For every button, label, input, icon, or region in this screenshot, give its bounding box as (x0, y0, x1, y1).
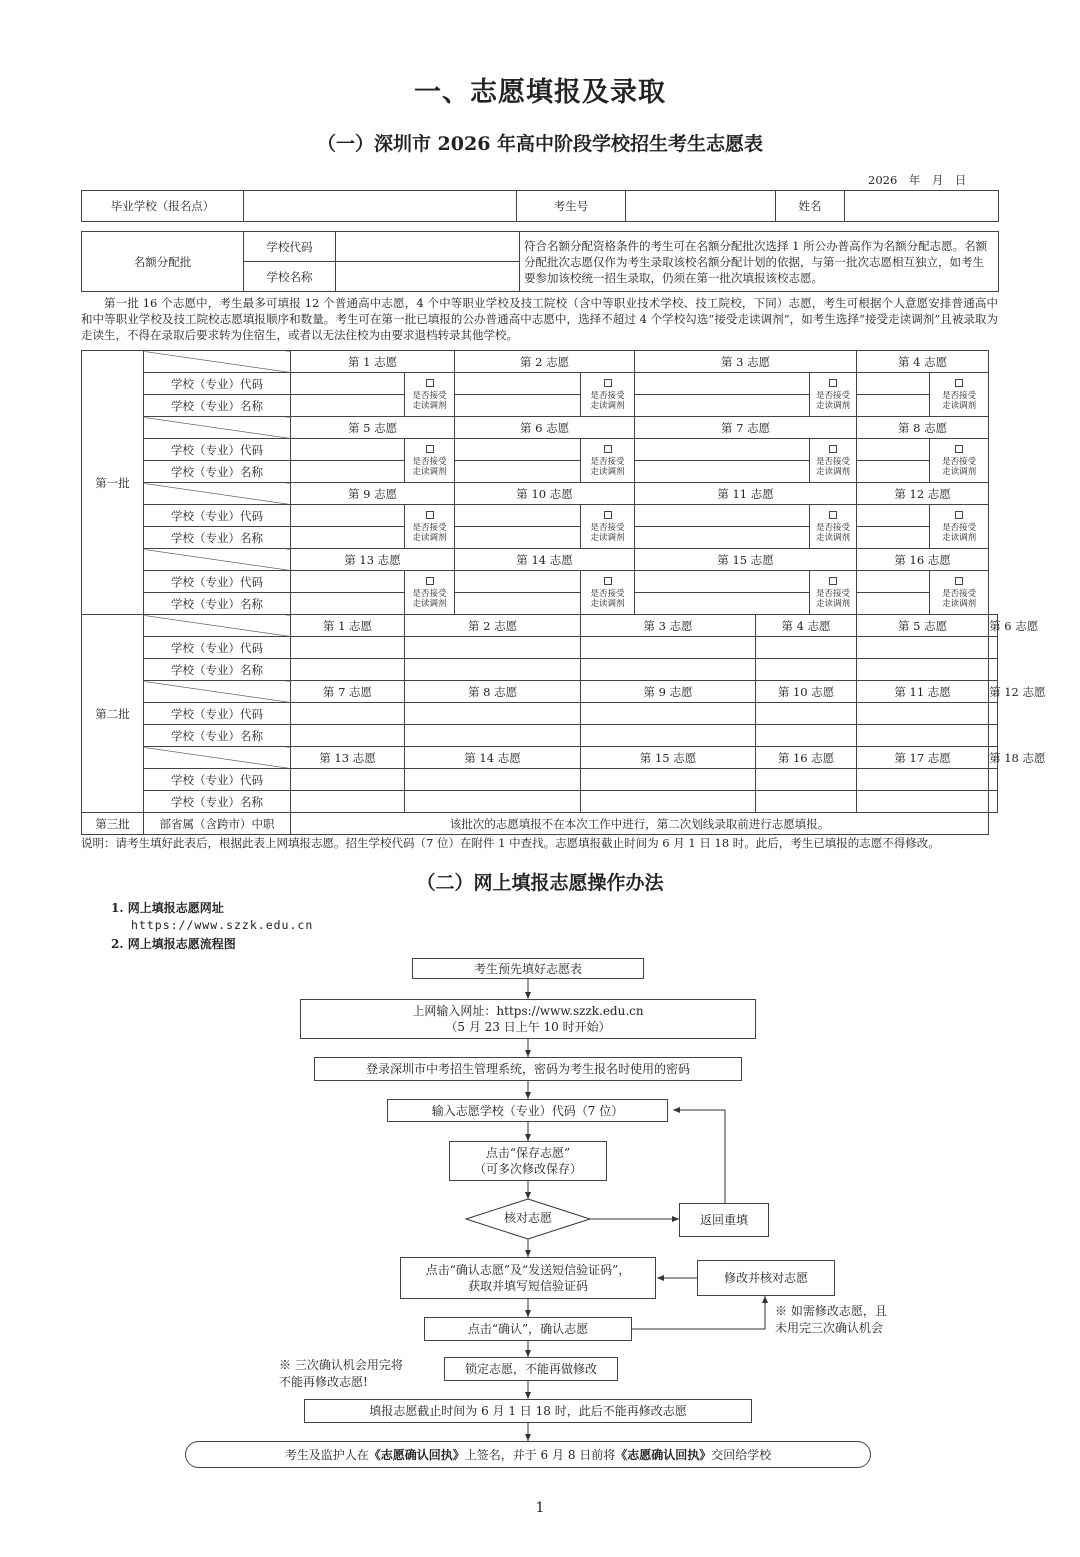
code-label: 学校（专业）代码 (144, 703, 291, 725)
batch3-sub-label: 部省属（含跨市）中职 (144, 813, 291, 835)
checkbox-label: 走读调剂 (412, 400, 447, 411)
step2-title: 2. 网上填报志愿流程图 (111, 937, 236, 951)
wish-header: 第 5 志愿 (857, 615, 989, 637)
wish-header: 第 11 志愿 (635, 483, 857, 505)
wish-header: 第 9 志愿 (581, 681, 756, 703)
wish-header: 第 5 志愿 (291, 417, 455, 439)
flow-note-right: ※ 如需修改志愿，且 未用完三次确认机会 (775, 1304, 887, 1335)
checkbox-label: 是否接受 (412, 456, 447, 467)
checkbox-label: 走读调剂 (412, 532, 447, 543)
name-label: 学校（专业）名称 (144, 791, 291, 813)
flow-refill: 返回重填 (679, 1203, 769, 1237)
checkbox-label: 走读调剂 (942, 466, 977, 477)
checkbox-label: 是否接受 (816, 456, 851, 467)
checkbox-label: 是否接受 (590, 456, 625, 467)
batch1-label: 第一批 (82, 351, 144, 615)
checkbox-label: 是否接受 (816, 522, 851, 533)
flow-deadline: 填报志愿截止时间为 6 月 1 日 18 时，此后不能再修改志愿 (304, 1399, 752, 1423)
wish-header: 第 1 志愿 (291, 351, 455, 373)
name-label: 学校（专业）名称 (144, 725, 291, 747)
flow-note-left: ※ 三次确认机会用完将 不能再修改志愿! (279, 1358, 403, 1389)
checkbox-label: 走读调剂 (942, 400, 977, 411)
wish-header: 第 12 志愿 (989, 681, 998, 703)
wish-header: 第 3 志愿 (635, 351, 857, 373)
checkbox-label: 是否接受 (590, 390, 625, 401)
checkbox-label: 是否接受 (590, 588, 625, 599)
wish-header: 第 7 志愿 (635, 417, 857, 439)
flow-save-wish: 点击“保存志愿” （可多次修改保存） (449, 1141, 607, 1181)
checkbox-label: 是否接受 (590, 522, 625, 533)
checkbox-label: 走读调剂 (590, 598, 625, 609)
table-title: （一）深圳市 2026 年高中阶段学校招生考生志愿表 (316, 133, 764, 155)
batch3-note: 该批次的志愿填报不在本次工作中进行，第二次划线录取前进行志愿填报。 (291, 813, 989, 835)
checkbox-label: 是否接受 (816, 390, 851, 401)
checkbox-label: 是否接受 (412, 522, 447, 533)
step1-title: 1. 网上填报志愿网址 (111, 901, 224, 915)
wish-header: 第 1 志愿 (291, 615, 405, 637)
name-label: 学校（专业）名称 (144, 395, 291, 417)
quota-name-label: 学校名称 (244, 262, 336, 292)
flow-open-website: 上网输入网址：https://www.szzk.edu.cn （5 月 23 日上午 10 时开始） (300, 999, 756, 1039)
flow-confirm-sms: 点击“确认志愿”及“发送短信验证码”， 获取并填写短信验证码 (400, 1257, 656, 1299)
code-label: 学校（专业）代码 (144, 505, 291, 527)
code-label: 学校（专业）代码 (144, 439, 291, 461)
quota-code-label: 学校代码 (244, 232, 336, 262)
checkbox-label: 走读调剂 (412, 466, 447, 477)
flow-login: 登录深圳市中考招生管理系统，密码为考生报名时使用的密码 (314, 1057, 742, 1081)
checkbox-label: 走读调剂 (816, 532, 851, 543)
checkbox-label: 是否接受 (942, 390, 977, 401)
wish-header: 第 16 志愿 (857, 549, 989, 571)
checkbox-label: 是否接受 (412, 588, 447, 599)
wish-header: 第 16 志愿 (756, 747, 857, 769)
wish-header: 第 14 志愿 (455, 549, 635, 571)
checkbox-label: 走读调剂 (590, 466, 625, 477)
checkbox-label: 走读调剂 (590, 400, 625, 411)
wish-header: 第 13 志愿 (291, 549, 455, 571)
date-line: 2026 年 月 日 (868, 173, 967, 187)
code-label: 学校（专业）代码 (144, 769, 291, 791)
wish-header: 第 8 志愿 (857, 417, 989, 439)
wish-header: 第 14 志愿 (405, 747, 581, 769)
exam-no-label: 考生号 (517, 191, 626, 222)
name-label: 学校（专业）名称 (144, 659, 291, 681)
batch3-label: 第三批 (82, 813, 144, 835)
name-label: 姓名 (776, 191, 845, 222)
flow-lock-wish: 锁定志愿，不能再做修改 (444, 1357, 618, 1381)
flow-modify-check: 修改并核对志愿 (697, 1260, 835, 1296)
wish-header: 第 13 志愿 (291, 747, 405, 769)
flow-sign-receipt: 考生及监护人在 《志愿确认回执》 上签名，并于 6 月 8 日前将 《志愿确认回执》 交回给学校 (185, 1441, 871, 1468)
checkbox-label: 是否接受 (942, 588, 977, 599)
flow-click-confirm: 点击“确认”，确认志愿 (424, 1317, 632, 1341)
flow-check-wish: 核对志愿 (503, 1211, 552, 1225)
wish-header: 第 9 志愿 (291, 483, 455, 505)
wish-header: 第 4 志愿 (857, 351, 989, 373)
checkbox-label: 走读调剂 (816, 598, 851, 609)
wish-header: 第 11 志愿 (857, 681, 989, 703)
batch2-label: 第二批 (82, 615, 144, 813)
rules-paragraph: 第一批 16 个志愿中，考生最多可填报 12 个普通高中志愿，4 个中等职业学校及技工院校（含中等职业技术学校、技工院校，下同）志愿，考生可根据个人意愿安排普通高中和中等职业学校及技工院校志愿填报顺序和数量。考生可在第一批已填报的公办普通高中志愿中，选择不超过 4 个学校勾选“接受走读调剂”，如考生选择“接受走读调剂”且被录取为走读生，不得在录取后要求转为住宿生，或者以无法住校为由要求退档转录其他学校。 (81, 296, 998, 342)
school-label: 毕业学校（报名点） (82, 191, 244, 222)
wish-header: 第 10 志愿 (756, 681, 857, 703)
wish-header: 第 18 志愿 (989, 747, 998, 769)
wish-header: 第 4 志愿 (756, 615, 857, 637)
step1-url[interactable]: https://www.szzk.edu.cn (131, 918, 314, 932)
checkbox-label: 是否接受 (412, 390, 447, 401)
checkbox-label: 走读调剂 (816, 400, 851, 411)
name-label: 学校（专业）名称 (144, 461, 291, 483)
checkbox-label: 走读调剂 (590, 532, 625, 543)
wish-header: 第 12 志愿 (857, 483, 989, 505)
code-label: 学校（专业）代码 (144, 373, 291, 395)
page-number: 1 (535, 1500, 545, 1516)
name-label: 学校（专业）名称 (144, 527, 291, 549)
wish-header: 第 10 志愿 (455, 483, 635, 505)
code-label: 学校（专业）代码 (144, 637, 291, 659)
checkbox-label: 走读调剂 (942, 532, 977, 543)
wish-header: 第 15 志愿 (635, 549, 857, 571)
wish-header: 第 3 志愿 (581, 615, 756, 637)
wish-header: 第 15 志愿 (581, 747, 756, 769)
section-title: 一、志愿填报及录取 (414, 77, 666, 108)
checkbox-label: 是否接受 (942, 456, 977, 467)
checkbox-label: 走读调剂 (942, 598, 977, 609)
checkbox-label: 走读调剂 (412, 598, 447, 609)
wish-header: 第 2 志愿 (455, 351, 635, 373)
wish-header: 第 7 志愿 (291, 681, 405, 703)
wish-header: 第 6 志愿 (989, 615, 998, 637)
checkbox-label: 是否接受 (816, 588, 851, 599)
quota-note: 符合名额分配资格条件的考生可在名额分配批次选择 1 所公办普高作为名额分配志愿。名额分配批次志愿仅作为考生录取该校名额分配计划的依据，与第一批次志愿相互独立，如考生要参加该校统一招生录取，仍须在第一批次填报该校志愿。 (520, 232, 999, 292)
explanation-note: 说明：请考生填好此表后，根据此表上网填报志愿。招生学校代码（7 位）在附件 1 中查找。志愿填报截止时间为 6 月 1 日 18 时。此后，考生已填报的志愿不得修改。 (81, 836, 940, 850)
name-label: 学校（专业）名称 (144, 593, 291, 615)
wish-header: 第 2 志愿 (405, 615, 581, 637)
flow-fill-form: 考生预先填好志愿表 (412, 958, 644, 979)
wish-header: 第 8 志愿 (405, 681, 581, 703)
section2-title: （二）网上填报志愿操作办法 (416, 872, 664, 894)
checkbox-label: 走读调剂 (816, 466, 851, 477)
checkbox-label: 是否接受 (942, 522, 977, 533)
wish-header: 第 6 志愿 (455, 417, 635, 439)
flow-input-code: 输入志愿学校（专业）代码（7 位） (387, 1099, 668, 1122)
code-label: 学校（专业）代码 (144, 571, 291, 593)
wish-header: 第 17 志愿 (857, 747, 989, 769)
quota-batch-label: 名额分配批 (82, 232, 244, 292)
